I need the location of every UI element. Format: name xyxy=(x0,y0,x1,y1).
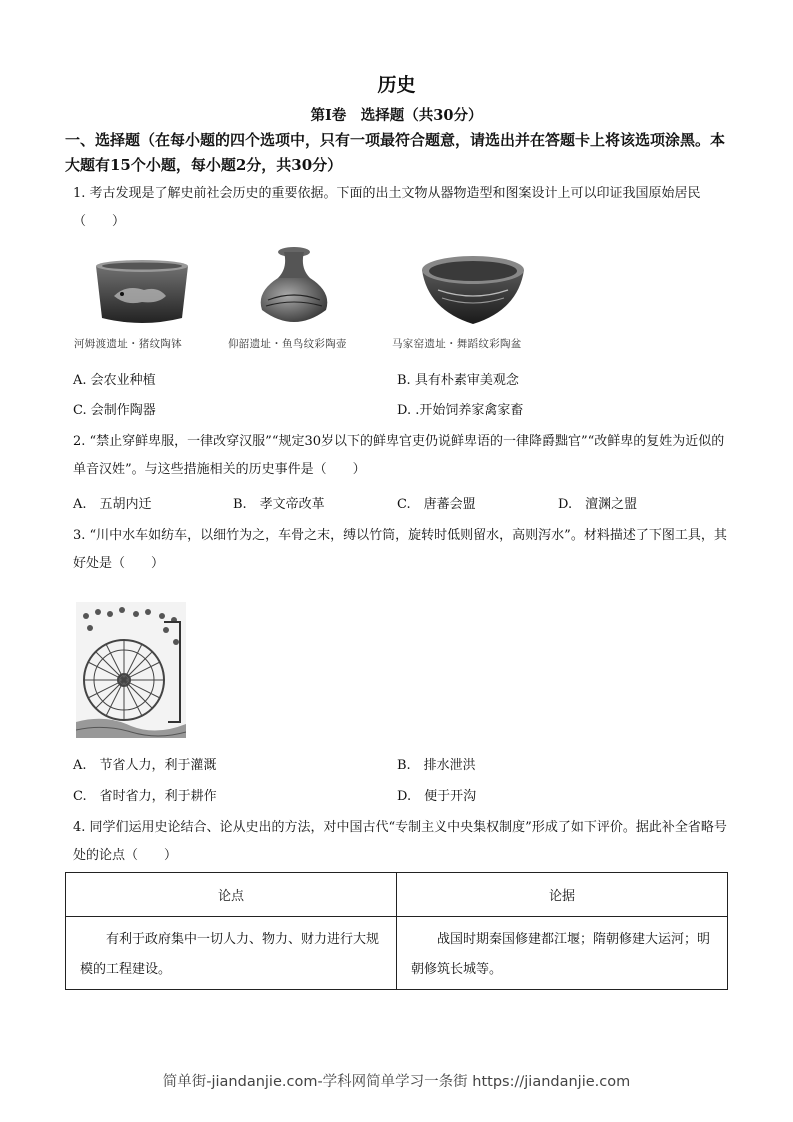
q2-option-b: B. 孝文帝改革 xyxy=(233,497,325,512)
page-footer: 简单街-jiandanjie.com-学科网简单学习一条街 https://jiandanjie.com xyxy=(162,1074,631,1090)
q3-option-c: C. 省时省力，利于耕作 xyxy=(73,789,217,804)
q1-option-c: C. 会制作陶器 xyxy=(73,403,156,418)
table-header-row xyxy=(66,873,728,917)
table-cell-argument: 有利于政府集中一切人力、物力、财力进行大规模的工程建设。 xyxy=(66,917,397,990)
question-2-text: 2. “禁止穿鲜卑服，一律改穿汉服”“规定30岁以下的鲜卑官吏仍说鲜卑语的一律降爵黜官”“改鲜卑的复姓为近似的单音汉姓”。与这些措施相关的历史事件是（ ） xyxy=(73,434,725,477)
section-heading: 一、选择题（在每小题的四个选项中，只有一项最符合题意，请选出并在答题卡上将该选项涂黑。本大题有15个小题，每小题2分，共30分） xyxy=(65,131,726,174)
q3-option-b: B. 排水泄洪 xyxy=(397,758,476,773)
table-cell-evidence: 战国时期秦国修建都江堰；隋朝修建大运河；明朝修筑长城等。 xyxy=(397,917,728,990)
q3-option-a: A. 节省人力，利于灌溉 xyxy=(73,758,217,773)
question-1-text: 1. 考古发现是了解史前社会历史的重要依据。下面的出土文物从器物造型和图案设计上可以印证我国原始居民（ ） xyxy=(73,186,701,229)
artifact-caption-1: 河姆渡遗址・猪纹陶钵 xyxy=(74,338,182,350)
q2-option-c: C. 唐蕃会盟 xyxy=(397,497,476,512)
fish-bird-pot-image xyxy=(254,244,334,332)
page-title: 历史 xyxy=(377,74,416,96)
table-header-evidence: 论据 xyxy=(397,873,728,917)
artifact-caption-2: 仰韶遗址・鱼鸟纹彩陶壶 xyxy=(228,338,347,350)
question-3-text: 3. “川中水车如纺车，以细竹为之，车骨之末，缚以竹筒，旋转时低则留水，高则泻水”。材料描述了下图工具，其好处是（ ） xyxy=(73,528,727,571)
table-row xyxy=(66,917,728,990)
pig-pattern-bowl-image xyxy=(92,256,192,328)
question-4-text: 4. 同学们运用史论结合、论从史出的方法，对中国古代“专制主义中央集权制度”形成了如下评价。据此补全省略号处的论点（ ） xyxy=(73,820,727,863)
q2-option-a: A. 五胡内迁 xyxy=(73,497,152,512)
q2-option-d: D. 澶渊之盟 xyxy=(558,497,638,512)
water-wheel-image xyxy=(76,602,186,738)
artifact-caption-3: 马家窑遗址・舞蹈纹彩陶盆 xyxy=(392,338,522,350)
q1-option-a: A. 会农业种植 xyxy=(73,373,156,388)
table-header-argument: 论点 xyxy=(66,873,397,917)
q3-option-d: D. 便于开沟 xyxy=(397,789,477,804)
dancing-pattern-basin-image xyxy=(418,250,528,328)
q1-option-b: B. 具有朴素审美观念 xyxy=(397,373,519,388)
argument-table xyxy=(65,872,728,990)
section-subtitle: 第Ⅰ卷 选择题（共30分） xyxy=(310,107,483,124)
q1-option-d: D. .开始饲养家禽家畜 xyxy=(397,403,524,418)
